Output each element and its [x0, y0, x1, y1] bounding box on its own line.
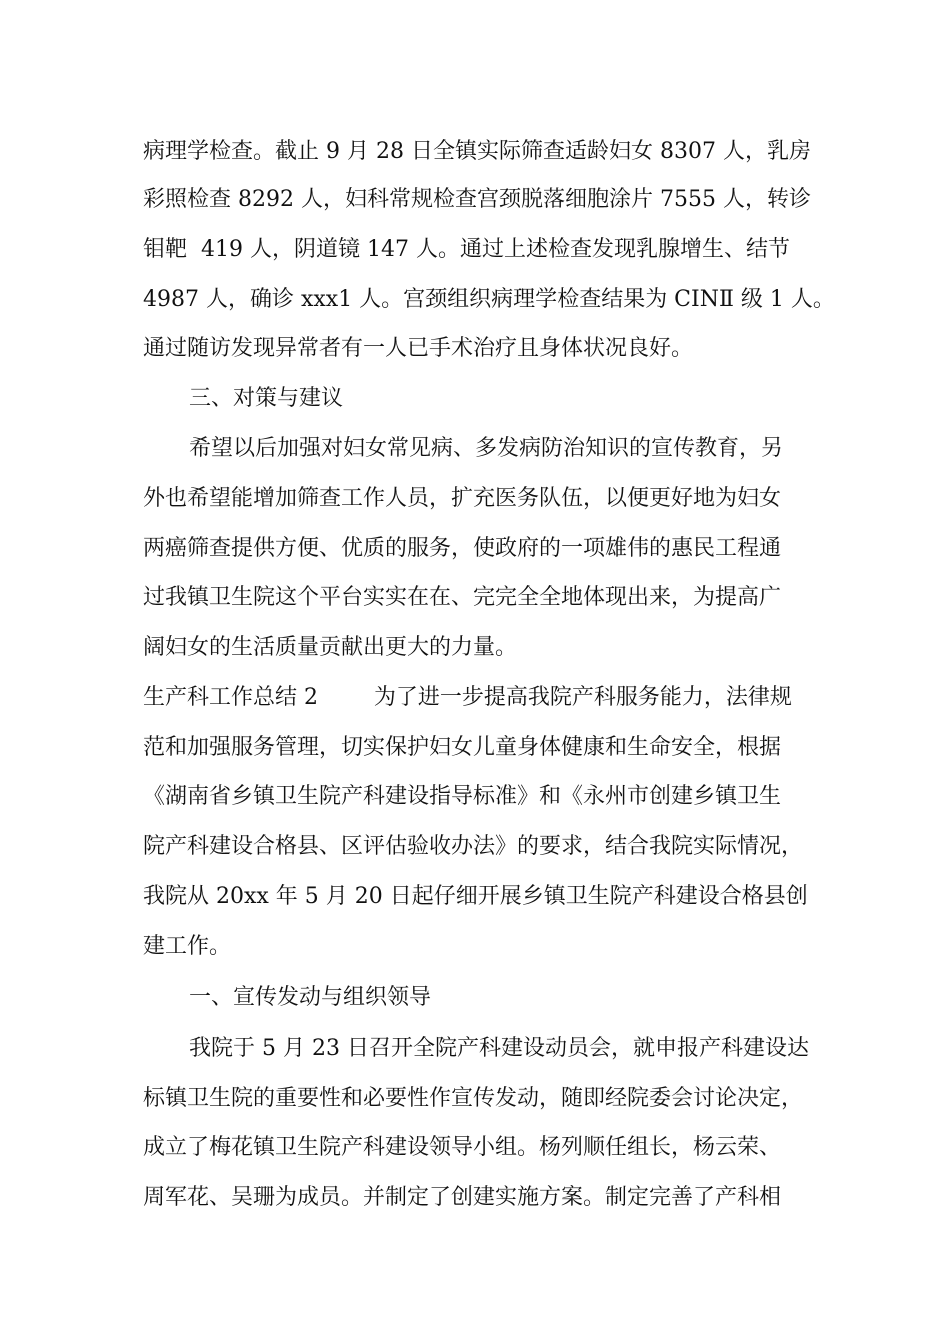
text-line: 4987 人，确诊 xxx1 人。宫颈组织病理学检查结果为 CINⅡ 级 1 人。 [143, 287, 835, 312]
text-line: 成立了梅花镇卫生院产科建设领导小组。杨列顺任组长，杨云荣、 [143, 1135, 782, 1160]
text-line: 《湖南省乡镇卫生院产科建设指导标准》和《永州市创建乡镇卫生 [143, 784, 782, 809]
text-line: 两癌筛查提供方便、优质的服务，使政府的一项雄伟的惠民工程通 [143, 536, 782, 561]
text-line: 病理学检查。截止 9 月 28 日全镇实际筛查适龄妇女 8307 人，乳房 [143, 139, 811, 164]
text-line: 我院从 20xx 年 5 月 20 日起仔细开展乡镇卫生院产科建设合格县创 [143, 884, 808, 909]
text-line: 彩照检查 8292 人，妇科常规检查宫颈脱落细胞涂片 7555 人，转诊 [143, 187, 811, 212]
text-line: 标镇卫生院的重要性和必要性作宣传发动，随即经院委会讨论决定， [143, 1086, 804, 1111]
text-line: 希望以后加强对妇女常见病、多发病防治知识的宣传教育，另 [189, 436, 784, 461]
text-line: 院产科建设合格县、区评估验收办法》的要求，结合我院实际情况， [143, 834, 804, 859]
text-line: 建工作。 [143, 934, 232, 959]
text-line: 通过随访发现异常者有一人已手术治疗且身体状况良好。 [143, 336, 694, 361]
text-line: 阔妇女的生活质量贡献出更大的力量。 [143, 635, 518, 660]
text-line: 钼靶 419 人，阴道镜 147 人。通过上述检查发现乳腺增生、结节 [143, 237, 790, 262]
text-line: 我院于 5 月 23 日召开全院产科建设动员会，就申报产科建设达 [189, 1036, 809, 1061]
section-heading: 三、对策与建议 [189, 386, 344, 411]
text-line: 外也希望能增加筛查工作人员，扩充医务队伍，以便更好地为妇女 [143, 486, 782, 511]
report-title-line: 生产科工作总结 2 为了进一步提高我院产科服务能力，法律规 [143, 685, 792, 710]
text-line: 过我镇卫生院这个平台实实在在、完完全全地体现出来，为提高广 [143, 585, 782, 610]
section-heading: 一、宣传发动与组织领导 [189, 985, 432, 1010]
text-line: 范和加强服务管理，切实保护妇女儿童身体健康和生命安全，根据 [143, 735, 782, 760]
text-line: 周军花、吴珊为成员。并制定了创建实施方案。制定完善了产科相 [143, 1185, 782, 1210]
